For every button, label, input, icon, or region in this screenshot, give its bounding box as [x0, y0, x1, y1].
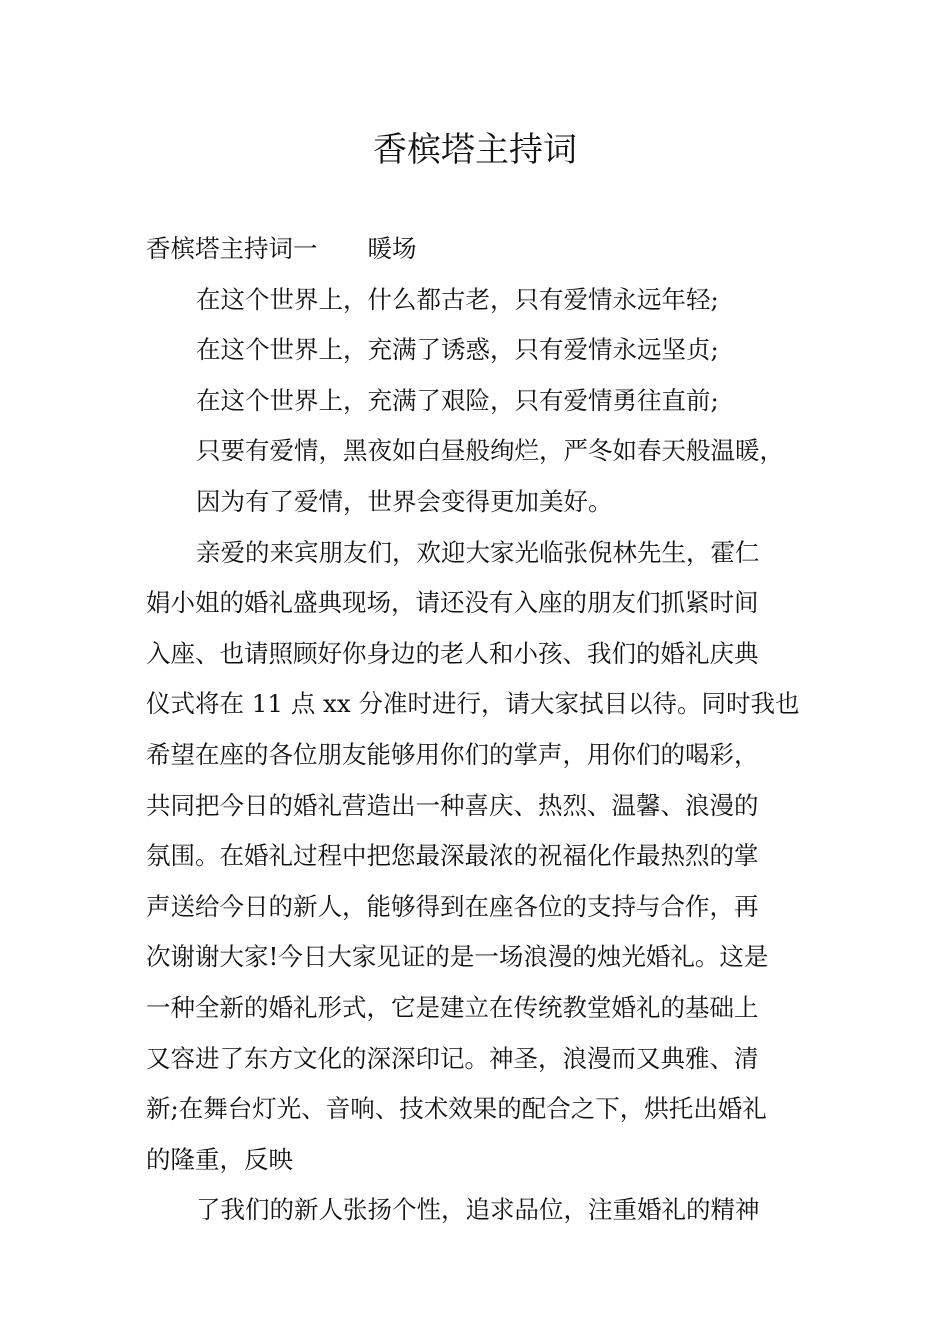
- body-line: 的隆重，反映: [146, 1144, 293, 1174]
- body-lines: [146, 275, 806, 1236]
- body-line: 只要有爱情，黑夜如白昼般绚烂，严冬如春天般温暖，: [196, 436, 784, 466]
- body-line: 次谢谢大家!今日大家见证的是一场浪漫的烛光婚礼。这是: [146, 942, 769, 972]
- body-line: 新;在舞台灯光、音响、技术效果的配合之下，烘托出婚礼: [146, 1094, 767, 1124]
- body-line: 氛围。在婚礼过程中把您最深最浓的祝福化作最热烈的掌: [146, 841, 759, 871]
- body-line: 亲爱的来宾朋友们，欢迎大家光临张倪林先生，霍仁: [196, 537, 760, 567]
- body-line: 一种全新的婚礼形式，它是建立在传统教堂婚礼的基础上: [146, 992, 759, 1022]
- body-line: 娟小姐的婚礼盛典现场，请还没有入座的朋友们抓紧时间: [146, 588, 759, 618]
- section-heading: 香槟塔主持词一: [146, 234, 318, 263]
- body-line: 因为有了爱情，世界会变得更加美好。: [196, 486, 613, 516]
- document-title: 香槟塔主持词: [373, 130, 577, 170]
- document-body: [146, 224, 806, 1236]
- body-line: 仪式将在 11 点 xx 分准时进行，请大家拭目以待。同时我也: [146, 689, 800, 719]
- body-line: 又容进了东方文化的深深印记。神圣，浪漫而又典雅、清: [146, 1043, 759, 1073]
- body-line: 在这个世界上，充满了艰险，只有爱情勇往直前;: [196, 385, 719, 415]
- body-line: 声送给今日的新人，能够得到在座各位的支持与合作，再: [146, 891, 759, 921]
- body-line: 在这个世界上，充满了诱惑，只有爱情永远坚贞;: [196, 335, 719, 365]
- body-line: 希望在座的各位朋友能够用你们的掌声，用你们的喝彩，: [146, 739, 759, 769]
- section-heading-line: [146, 224, 806, 275]
- section-subheading: 暖场: [367, 234, 417, 263]
- body-line: 入座、也请照顾好你身边的老人和小孩、我们的婚礼庆典: [146, 638, 759, 668]
- body-line: 共同把今日的婚礼营造出一种喜庆、热烈、温馨、浪漫的: [146, 790, 759, 820]
- body-line: 了我们的新人张扬个性，追求品位，注重婚礼的精神: [196, 1195, 760, 1225]
- body-line: 在这个世界上，什么都古老，只有爱情永远年轻;: [196, 284, 719, 314]
